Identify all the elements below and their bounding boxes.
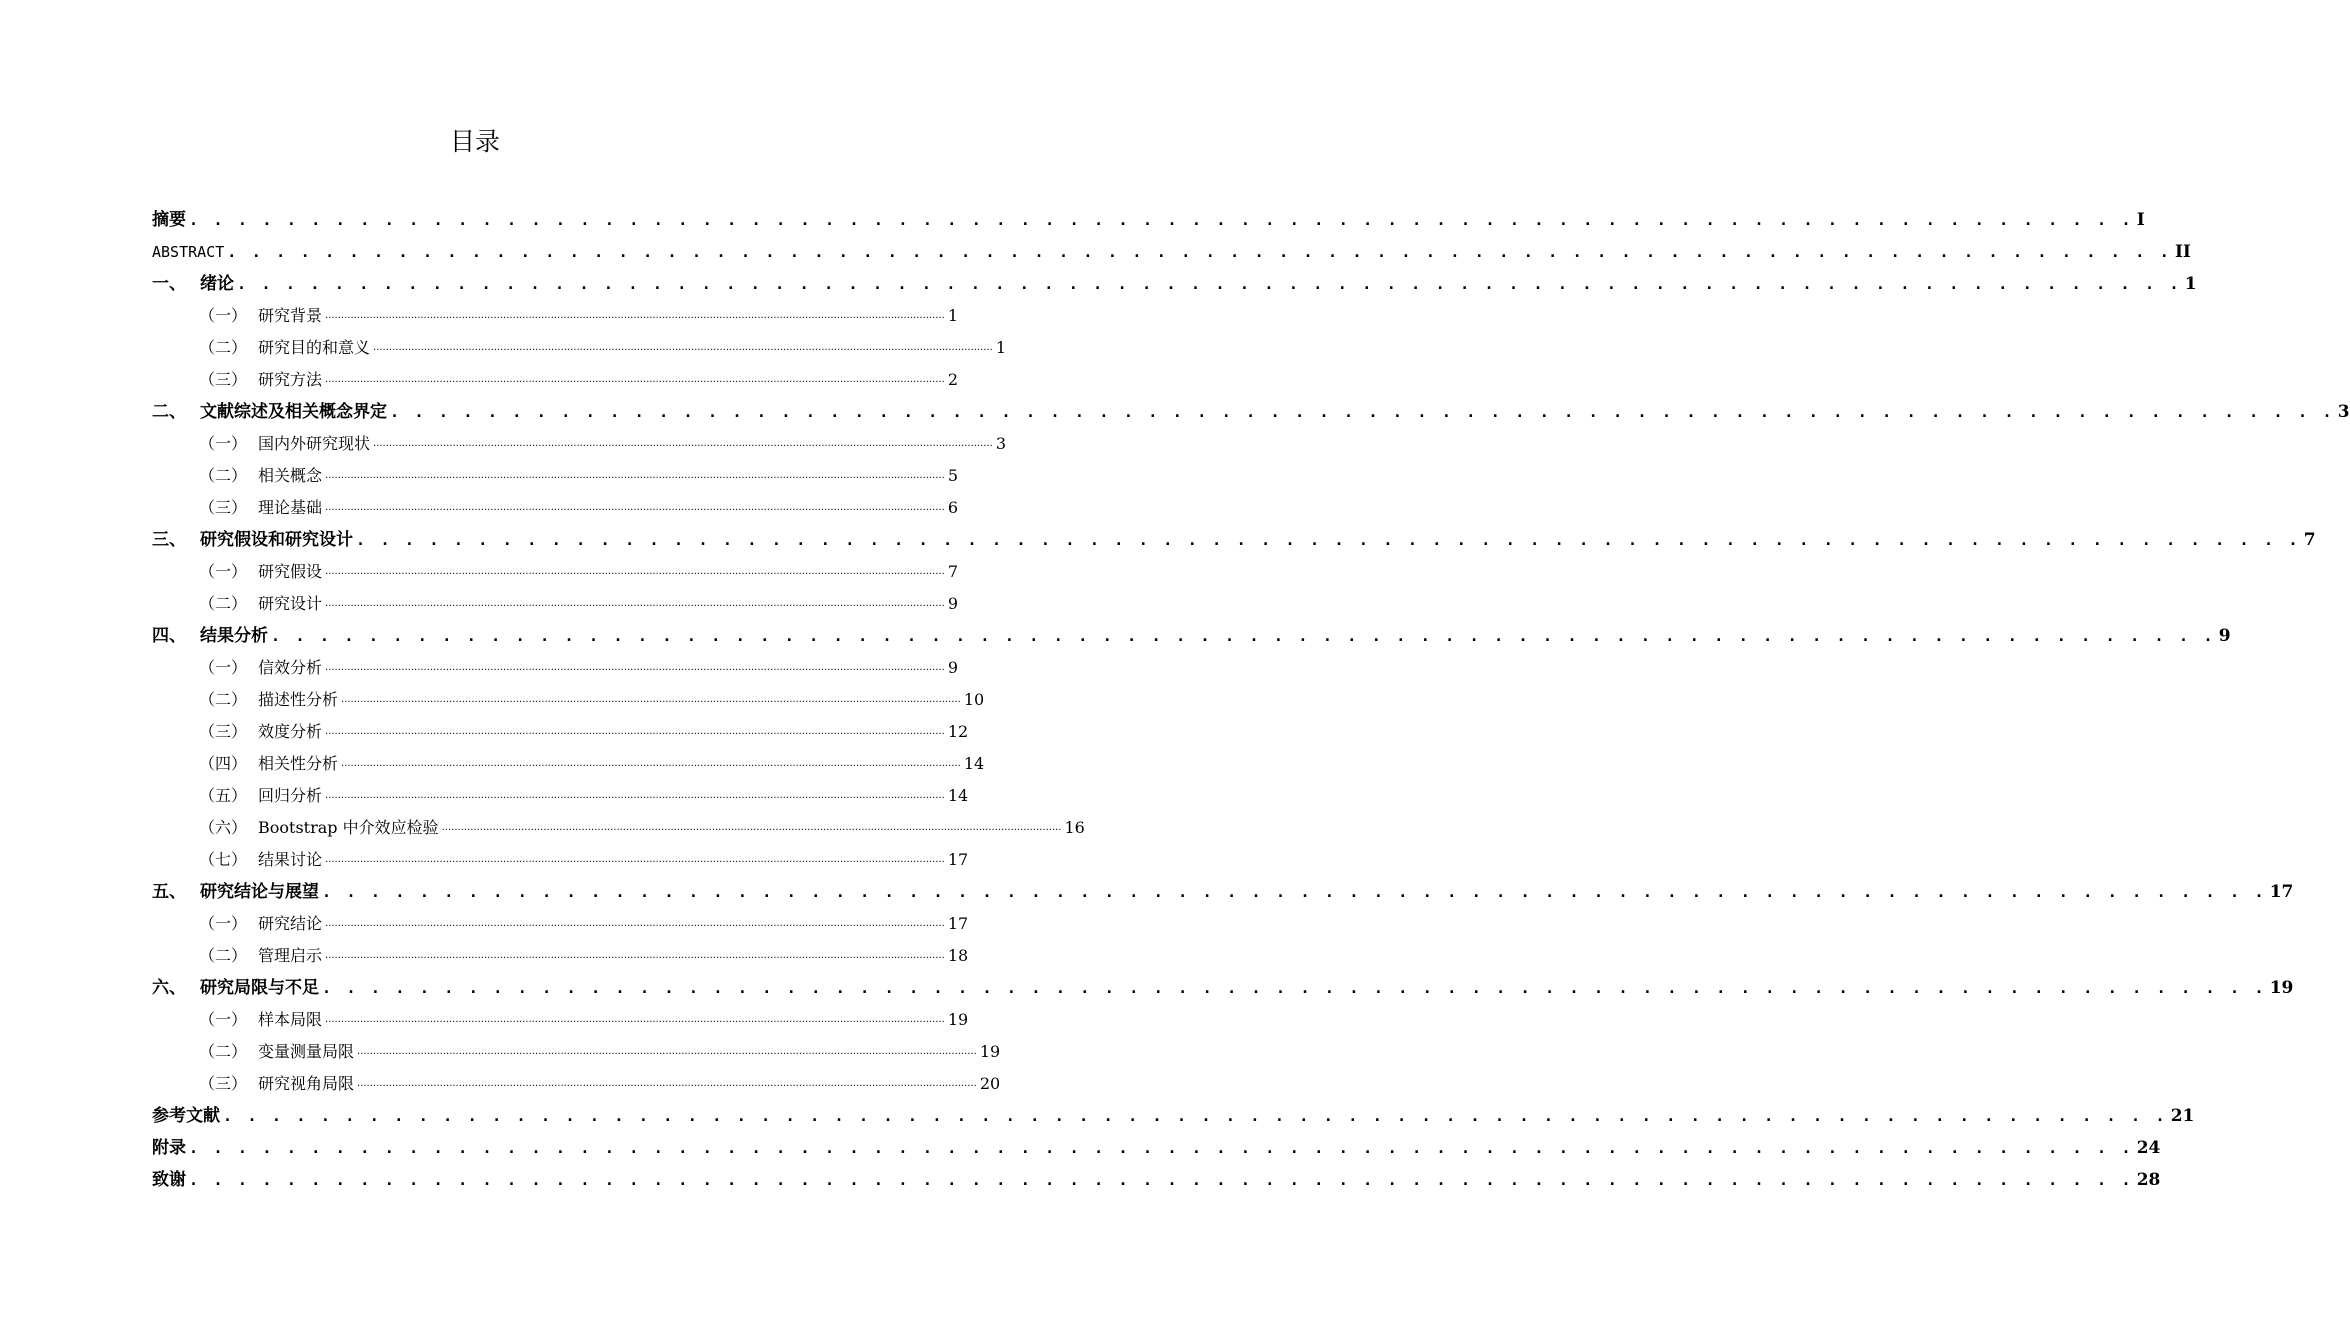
- toc-entry-acknowledgements[interactable]: [152, 1164, 2161, 1196]
- toc-page-number: 7: [2303, 530, 2316, 550]
- toc-leader: . . . . . . . . . . . . . . . . . . . . . . . . . . . . . . . . . . . . . . . . . . . . . . . . . . . . . . . . . . . . . . . . . . . . . . . . . . . . . . . .: [322, 979, 2267, 997]
- toc-leader: ...................................................................................................................................................................................................: [373, 438, 993, 449]
- toc-leader: ...................................................................................................................................................................................................: [325, 502, 945, 513]
- toc-label: 相关概念: [258, 466, 323, 485]
- toc-number: （三）: [199, 498, 248, 517]
- toc-page-number: 19: [2269, 978, 2294, 998]
- table-of-contents: [152, 204, 2350, 1196]
- toc-label: 研究视角局限: [258, 1074, 355, 1093]
- toc-number: （二）: [199, 338, 248, 357]
- toc-leader: ...................................................................................................................................................................................................: [373, 342, 993, 353]
- toc-leader: ...................................................................................................................................................................................................: [325, 726, 945, 737]
- toc-label: 样本局限: [258, 1010, 323, 1029]
- toc-entry-chapter-2[interactable]: [152, 396, 2350, 428]
- toc-label: 参考文献: [152, 1106, 220, 1126]
- toc-label: 研究局限与不足: [200, 978, 319, 998]
- toc-leader: ...................................................................................................................................................................................................: [325, 790, 945, 801]
- toc-label: 研究背景: [258, 306, 323, 325]
- toc-entry-abstract-en[interactable]: [152, 236, 2191, 268]
- toc-number: （二）: [199, 946, 248, 965]
- toc-entry-section[interactable]: [152, 716, 969, 748]
- toc-entry-section[interactable]: [152, 684, 985, 716]
- toc-page-number: 3: [2337, 402, 2350, 422]
- toc-leader: ...................................................................................................................................................................................................: [357, 1078, 977, 1089]
- toc-leader: ...................................................................................................................................................................................................: [341, 758, 961, 769]
- toc-entry-section[interactable]: [152, 812, 1085, 844]
- toc-label: 变量测量局限: [258, 1042, 355, 1061]
- toc-leader: . . . . . . . . . . . . . . . . . . . . . . . . . . . . . . . . . . . . . . . . . . . . . . . . . . . . . . . . . . . . . . . . . . . . . . . . . . . . . . . .: [227, 243, 2172, 261]
- toc-number: （二）: [199, 690, 248, 709]
- toc-label: 描述性分析: [258, 690, 339, 709]
- toc-entry-chapter-4[interactable]: [152, 620, 2231, 652]
- toc-page-number: 16: [1064, 818, 1085, 837]
- toc-entry-section[interactable]: [152, 364, 959, 396]
- toc-entry-section[interactable]: [152, 460, 959, 492]
- toc-entry-chapter-6[interactable]: [152, 972, 2294, 1004]
- toc-number: 二、: [152, 402, 186, 422]
- toc-entry-section[interactable]: [152, 332, 1007, 364]
- toc-number: （一）: [199, 306, 248, 325]
- toc-label: 结果讨论: [258, 850, 323, 869]
- toc-page-number: 19: [979, 1042, 1001, 1061]
- toc-label: 回归分析: [258, 786, 323, 805]
- toc-page-number: 9: [2218, 626, 2231, 646]
- toc-leader: ...................................................................................................................................................................................................: [325, 1014, 945, 1025]
- toc-number: （五）: [199, 786, 248, 805]
- toc-number: （二）: [199, 466, 248, 485]
- toc-number: 三、: [152, 530, 186, 550]
- toc-entry-chapter-3[interactable]: [152, 524, 2316, 556]
- toc-label: 绪论: [200, 274, 234, 294]
- toc-label: 研究目的和意义: [258, 338, 371, 357]
- toc-leader: ...................................................................................................................................................................................................: [325, 854, 945, 865]
- toc-entry-section[interactable]: [152, 652, 959, 684]
- toc-page-number: 7: [947, 562, 959, 581]
- toc-number: （三）: [199, 370, 248, 389]
- toc-page-number: 12: [947, 722, 969, 741]
- toc-entry-section[interactable]: [152, 1036, 1001, 1068]
- toc-label: 附录: [152, 1138, 186, 1158]
- toc-page-number: 6: [947, 498, 959, 517]
- toc-page-number: 10: [963, 690, 985, 709]
- toc-number: （一）: [199, 658, 248, 677]
- toc-label: 文献综述及相关概念界定: [200, 402, 387, 422]
- toc-page-number: I: [2136, 210, 2145, 230]
- toc-entry-section[interactable]: [152, 940, 969, 972]
- toc-label: 信效分析: [258, 658, 323, 677]
- toc-label: 研究假设和研究设计: [200, 530, 353, 550]
- toc-number: （六）: [199, 818, 248, 837]
- toc-label: 研究设计: [258, 594, 323, 613]
- toc-label: 研究假设: [258, 562, 323, 581]
- toc-leader: . . . . . . . . . . . . . . . . . . . . . . . . . . . . . . . . . . . . . . . . . . . . . . . . . . . . . . . . . . . . . . . . . . . . . . . . . . . . . . . .: [237, 275, 2182, 293]
- toc-number: 一、: [152, 274, 186, 294]
- toc-page-number: 9: [947, 594, 959, 613]
- toc-label: 效度分析: [258, 722, 323, 741]
- toc-label: 管理启示: [258, 946, 323, 965]
- toc-number: （一）: [199, 434, 248, 453]
- toc-leader: ...................................................................................................................................................................................................: [325, 950, 945, 961]
- toc-number: （一）: [199, 914, 248, 933]
- toc-entry-section[interactable]: [152, 1068, 1001, 1100]
- toc-number: （二）: [199, 594, 248, 613]
- toc-entry-section[interactable]: [152, 1004, 969, 1036]
- toc-label: Bootstrap 中介效应检验: [258, 818, 439, 837]
- toc-entry-section[interactable]: [152, 748, 985, 780]
- toc-entry-section[interactable]: [152, 844, 969, 876]
- toc-label: 研究结论与展望: [200, 882, 319, 902]
- toc-leader: ...................................................................................................................................................................................................: [441, 822, 1062, 833]
- toc-number: （七）: [199, 850, 248, 869]
- toc-label: ABSTRACT: [152, 243, 225, 261]
- toc-leader: ...................................................................................................................................................................................................: [325, 310, 945, 321]
- toc-page-number: 5: [947, 466, 959, 485]
- toc-number: （一）: [199, 1010, 248, 1029]
- toc-label: 研究结论: [258, 914, 323, 933]
- toc-entry-chapter-1[interactable]: [152, 268, 2197, 300]
- toc-leader: . . . . . . . . . . . . . . . . . . . . . . . . . . . . . . . . . . . . . . . . . . . . . . . . . . . . . . . . . . . . . . . . . . . . . . . . . . . . . . . .: [322, 883, 2267, 901]
- toc-page-number: 1: [995, 338, 1007, 357]
- toc-number: （三）: [199, 1074, 248, 1093]
- toc-leader: ...................................................................................................................................................................................................: [325, 374, 945, 385]
- toc-page-number: II: [2174, 242, 2191, 262]
- toc-leader: . . . . . . . . . . . . . . . . . . . . . . . . . . . . . . . . . . . . . . . . . . . . . . . . . . . . . . . . . . . . . . . . . . . . . . . . . . . . . . . .: [189, 211, 2134, 229]
- toc-page-number: 19: [947, 1010, 969, 1029]
- toc-leader: ...................................................................................................................................................................................................: [325, 662, 945, 673]
- toc-entry-section[interactable]: [152, 908, 969, 940]
- toc-number: 四、: [152, 626, 186, 646]
- toc-number: （二）: [199, 1042, 248, 1061]
- toc-page-number: 1: [2184, 274, 2197, 294]
- toc-leader: . . . . . . . . . . . . . . . . . . . . . . . . . . . . . . . . . . . . . . . . . . . . . . . . . . . . . . . . . . . . . . . . . . . . . . . . . . . . . . . .: [223, 1107, 2168, 1125]
- toc-page-number: 2: [947, 370, 959, 389]
- toc-label: 致谢: [152, 1170, 186, 1190]
- toc-label: 相关性分析: [258, 754, 339, 773]
- toc-number: （三）: [199, 722, 248, 741]
- toc-leader: ...................................................................................................................................................................................................: [325, 918, 945, 929]
- toc-leader: . . . . . . . . . . . . . . . . . . . . . . . . . . . . . . . . . . . . . . . . . . . . . . . . . . . . . . . . . . . . . . . . . . . . . . . . . . . . . . . .: [356, 531, 2301, 549]
- toc-entry-chapter-5[interactable]: [152, 876, 2294, 908]
- toc-entry-section[interactable]: [152, 556, 959, 588]
- toc-number: （一）: [199, 562, 248, 581]
- toc-entry-section[interactable]: [152, 492, 959, 524]
- toc-leader: . . . . . . . . . . . . . . . . . . . . . . . . . . . . . . . . . . . . . . . . . . . . . . . . . . . . . . . . . . . . . . . . . . . . . . . . . . . . . . . .: [390, 403, 2335, 421]
- toc-label: 国内外研究现状: [258, 434, 371, 453]
- toc-entry-appendix[interactable]: [152, 1132, 2161, 1164]
- toc-entry-section[interactable]: [152, 428, 1007, 460]
- toc-page-number: 14: [947, 786, 969, 805]
- toc-number: 五、: [152, 882, 186, 902]
- toc-label: 摘要: [152, 210, 186, 230]
- toc-entry-references[interactable]: [152, 1100, 2195, 1132]
- toc-page-number: 18: [947, 946, 969, 965]
- toc-leader: . . . . . . . . . . . . . . . . . . . . . . . . . . . . . . . . . . . . . . . . . . . . . . . . . . . . . . . . . . . . . . . . . . . . . . . . . . . . . . . .: [271, 627, 2216, 645]
- toc-entry-section[interactable]: [152, 780, 969, 812]
- toc-page-number: 3: [995, 434, 1007, 453]
- toc-label: 结果分析: [200, 626, 268, 646]
- toc-leader: ...................................................................................................................................................................................................: [325, 566, 945, 577]
- toc-entry-section[interactable]: [152, 588, 959, 620]
- toc-page-number: 17: [947, 914, 969, 933]
- toc-page-number: 28: [2136, 1170, 2161, 1190]
- toc-page-number: 21: [2170, 1106, 2195, 1126]
- toc-label: 研究方法: [258, 370, 323, 389]
- toc-page-number: 9: [947, 658, 959, 677]
- page-title: 目录: [449, 127, 500, 156]
- toc-number: 六、: [152, 978, 186, 998]
- toc-leader: ...................................................................................................................................................................................................: [325, 470, 945, 481]
- toc-leader: ...................................................................................................................................................................................................: [357, 1046, 977, 1057]
- toc-number: （四）: [199, 754, 248, 773]
- toc-page-number: 17: [2269, 882, 2294, 902]
- toc-leader: . . . . . . . . . . . . . . . . . . . . . . . . . . . . . . . . . . . . . . . . . . . . . . . . . . . . . . . . . . . . . . . . . . . . . . . . . . . . . . . .: [189, 1171, 2134, 1189]
- toc-page-number: 20: [979, 1074, 1001, 1093]
- toc-page-number: 14: [963, 754, 985, 773]
- toc-entry-abstract-cn[interactable]: [152, 204, 2145, 236]
- toc-leader: ...................................................................................................................................................................................................: [325, 598, 945, 609]
- toc-page-number: 17: [947, 850, 969, 869]
- toc-label: 理论基础: [258, 498, 323, 517]
- toc-page-number: 24: [2136, 1138, 2161, 1158]
- toc-leader: ...................................................................................................................................................................................................: [341, 694, 961, 705]
- toc-entry-section[interactable]: [152, 300, 959, 332]
- toc-leader: . . . . . . . . . . . . . . . . . . . . . . . . . . . . . . . . . . . . . . . . . . . . . . . . . . . . . . . . . . . . . . . . . . . . . . . . . . . . . . . .: [189, 1139, 2134, 1157]
- toc-page-number: 1: [947, 306, 959, 325]
